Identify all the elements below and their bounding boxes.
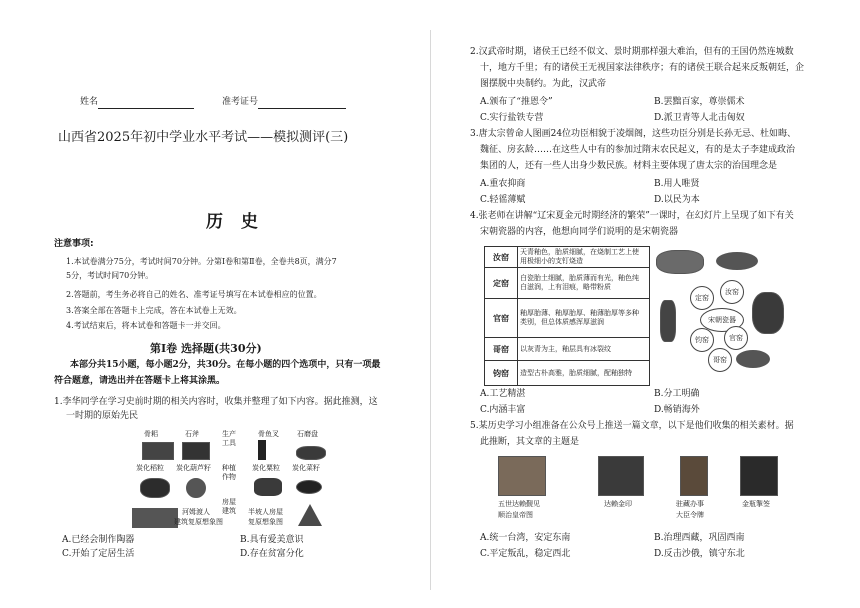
diagram-node-ge: 哥窑: [708, 348, 732, 372]
q1-option-d[interactable]: D.存在贫富分化: [240, 549, 304, 559]
q5-caption-1b: 顺治皇帝图: [498, 511, 533, 519]
q1-label-banpo: 半坡人房屋: [248, 508, 283, 516]
veg-seeds-image: [296, 480, 322, 494]
q5-caption-3a: 驻藏办事: [676, 500, 704, 508]
bowl-image: [736, 350, 770, 368]
name-label: 姓名: [80, 97, 99, 107]
millet-grains-image: [254, 478, 282, 496]
stone-axe-image: [182, 442, 210, 460]
q4-option-b[interactable]: B.分工明确: [654, 389, 700, 399]
q5-stem-2: 此推断，其文章的主题是: [480, 437, 580, 447]
section-intro-1: 本部分共15小题，每小题2分，共30分。在每小题的四个选项中，只有一项最: [70, 360, 381, 370]
amban-token-image: [680, 456, 708, 496]
ru-dish-image: [716, 252, 758, 270]
q1-label-bone-harpoon: 骨鱼叉: [258, 430, 279, 438]
q1-stem-2: 一时期的原始先民: [66, 411, 139, 421]
diagram-node-ding: 定窑: [690, 286, 714, 310]
jar-image: [752, 292, 784, 334]
q2-option-a[interactable]: A.颁布了“推恩令”: [480, 97, 553, 107]
bone-spade-image: [142, 442, 174, 460]
exam-number-blank[interactable]: [258, 98, 346, 109]
kiln-name: 汝窑: [485, 247, 518, 268]
column-divider: [430, 30, 431, 590]
dalai-audience-painting-image: [498, 456, 546, 496]
table-row: [485, 361, 650, 386]
q1-label-house: 房屋建筑: [222, 498, 236, 515]
note-line-2: 5分，考试时间70分钟。: [66, 271, 154, 280]
q2-stem-2: 十，地方千里；有的诸侯王无视国家法律秩序；有的诸侯王联合起来反叛朝廷，企: [480, 63, 805, 73]
q3-stem-2: 魏征、房玄龄……在这些人中有的参加过隋末农民起义，有的是太子李建成政治: [480, 145, 796, 155]
q1-label-tools: 生产工具: [222, 430, 236, 447]
q4-option-a[interactable]: A.工艺精湛: [480, 389, 526, 399]
q4-stem-1: 4.张老师在讲解“辽宋夏金元时期经济的繁荣”一课时，在幻灯片上呈现了如下有关: [470, 211, 794, 221]
q1-label-bone-spade: 骨耜: [144, 430, 158, 438]
diagram-node-guan: 官窑: [724, 326, 748, 350]
kiln-name: 官窑: [485, 299, 518, 338]
q1-option-a[interactable]: A.已经会制作陶器: [62, 535, 135, 545]
q5-caption-2a: 达赖金印: [604, 500, 632, 508]
gourd-seeds-image: [186, 478, 206, 498]
q1-label-banpo-2: 复原想象图: [248, 518, 283, 526]
kiln-desc: 白瓷胎土细腻，胎质薄而有光，釉色纯 白滋润，上有泪痕，略带粉质: [518, 268, 650, 299]
q1-label-veg: 炭化菜籽: [292, 464, 320, 472]
q5-caption-4a: 金瓶掣签: [742, 500, 770, 508]
hemudu-house-image: [132, 508, 178, 528]
table-row: [485, 299, 650, 338]
q3-option-c[interactable]: C.轻徭薄赋: [480, 195, 526, 205]
notes-title: 注意事项:: [54, 239, 94, 249]
exam-title: 山西省2025年初中学业水平考试——模拟测评(三): [58, 130, 349, 145]
exam-number-label: 准考证号: [222, 97, 259, 107]
q1-option-c[interactable]: C.开始了定居生活: [62, 549, 135, 559]
q1-label-rice: 炭化稻粒: [136, 464, 164, 472]
table-row: [485, 247, 650, 268]
q2-option-c[interactable]: C.实行盐铁专营: [480, 113, 544, 123]
vase-image: [660, 300, 676, 342]
diagram-node-jun: 钧窑: [690, 328, 714, 352]
q1-label-stone-axe: 石斧: [185, 430, 199, 438]
subject-title: 历 史: [206, 212, 264, 232]
q4-stem-2: 宋朝瓷器的内容，他想向同学们说明的是宋朝瓷器: [480, 227, 679, 237]
note-line-1: 1.本试卷满分75分，考试时间70分钟。分第Ⅰ卷和第Ⅱ卷，全卷共8页，满分7: [66, 257, 337, 266]
q2-stem-3: 图摆脱中央制约。为此，汉武帝: [480, 79, 607, 89]
q1-option-b[interactable]: B.具有爱美意识: [240, 535, 304, 545]
rice-grains-image: [140, 478, 170, 498]
q2-option-d[interactable]: D.派卫青等人北击匈奴: [654, 113, 745, 123]
section-intro-2: 符合题意，请选出并在答题卡上将其涂黑。: [54, 376, 226, 386]
q5-option-b[interactable]: B.治理西藏，巩固西南: [654, 533, 745, 543]
q5-option-a[interactable]: A.统一台湾，安定东南: [480, 533, 571, 543]
q3-stem-1: 3.唐太宗曾命人图画24位功臣相貌于凌烟阁，这些功臣分别是长孙无忌、杜如晦、: [470, 129, 797, 139]
kiln-name: 定窑: [485, 268, 518, 299]
q1-label-millet: 炭化粟粒: [252, 464, 280, 472]
q5-stem-1: 5.某历史学习小组准备在公众号上推送一篇文章，以下是他们收集的相关素材。据: [470, 421, 794, 431]
diagram-center: 宋朝瓷器: [700, 308, 744, 332]
table-row: [485, 338, 650, 361]
q1-stem-1: 1.李华同学在学习史前时期的相关内容时，收集并整理了如下内容。据此推测，这: [54, 397, 378, 407]
q2-option-b[interactable]: B.罢黜百家，尊崇儒术: [654, 97, 745, 107]
note-line-3: 2.答题前，考生务必将自己的姓名、准考证号填写在本试卷相应的位置。: [66, 290, 322, 299]
kiln-desc: 釉厚胎薄、釉厚胎厚、釉薄胎厚等多种 类别，但总体质感浑厚滋润: [518, 299, 650, 338]
name-field: [80, 96, 194, 109]
q1-label-hemudu: 河姆渡人: [182, 508, 210, 516]
dalai-gold-seal-image: [598, 456, 644, 496]
q1-label-crops: 种植作物: [222, 464, 236, 481]
q1-label-gourd: 炭化葫芦籽: [176, 464, 211, 472]
banpo-house-image: [298, 504, 322, 526]
kiln-name: 哥窑: [485, 338, 518, 361]
q3-option-d[interactable]: D.以民为本: [654, 195, 700, 205]
kiln-desc: 天青釉色，胎质细腻，在烧制工艺上使 用极细小的支钉烧造: [518, 247, 650, 268]
golden-urn-image: [740, 456, 778, 496]
kiln-desc: 造型古朴高雅，胎质细腻，配釉独特: [518, 361, 650, 386]
q5-option-c[interactable]: C.平定叛乱，稳定西北: [480, 549, 571, 559]
note-line-4: 3.答案全部在答题卡上完成，答在本试卷上无效。: [66, 306, 242, 315]
q4-option-d[interactable]: D.畅销海外: [654, 405, 700, 415]
note-line-5: 4.考试结束后，将本试卷和答题卡一并交回。: [66, 321, 226, 330]
q2-stem-1: 2.汉武帝时期，诸侯王已经不似文、景时期那样强大难治，但有的王国仍然连城数: [470, 47, 794, 57]
bone-harpoon-image: [258, 440, 266, 460]
q5-caption-3b: 大臣令牌: [676, 511, 704, 519]
section-title: 第Ⅰ卷 选择题(共30分): [150, 342, 262, 355]
q3-option-b[interactable]: B.用人唯贤: [654, 179, 700, 189]
q1-label-grinding-stone: 石磨盘: [297, 430, 318, 438]
kiln-name: 钧窑: [485, 361, 518, 386]
kiln-desc: 以灰青为主，釉层具有冰裂纹: [518, 338, 650, 361]
name-blank[interactable]: [98, 98, 194, 109]
q5-option-d[interactable]: D.反击沙俄，镇守东北: [654, 549, 745, 559]
diagram-node-ru: 汝窑: [720, 280, 744, 304]
grinding-stone-image: [296, 446, 326, 460]
kiln-table: [484, 246, 650, 386]
q3-option-a[interactable]: A.重农抑商: [480, 179, 526, 189]
q5-caption-1a: 五世达赖觐见: [498, 500, 540, 508]
q1-label-hemudu-2: 建筑复原想象图: [174, 518, 223, 526]
table-row: [485, 268, 650, 299]
exam-number-field: [222, 96, 346, 109]
ru-pillow-image: [656, 250, 704, 274]
q3-stem-3: 集团的人，还有一些人出身少数民族。材料主要体现了唐太宗的治国理念是: [480, 161, 778, 171]
q4-option-c[interactable]: C.内涵丰富: [480, 405, 526, 415]
